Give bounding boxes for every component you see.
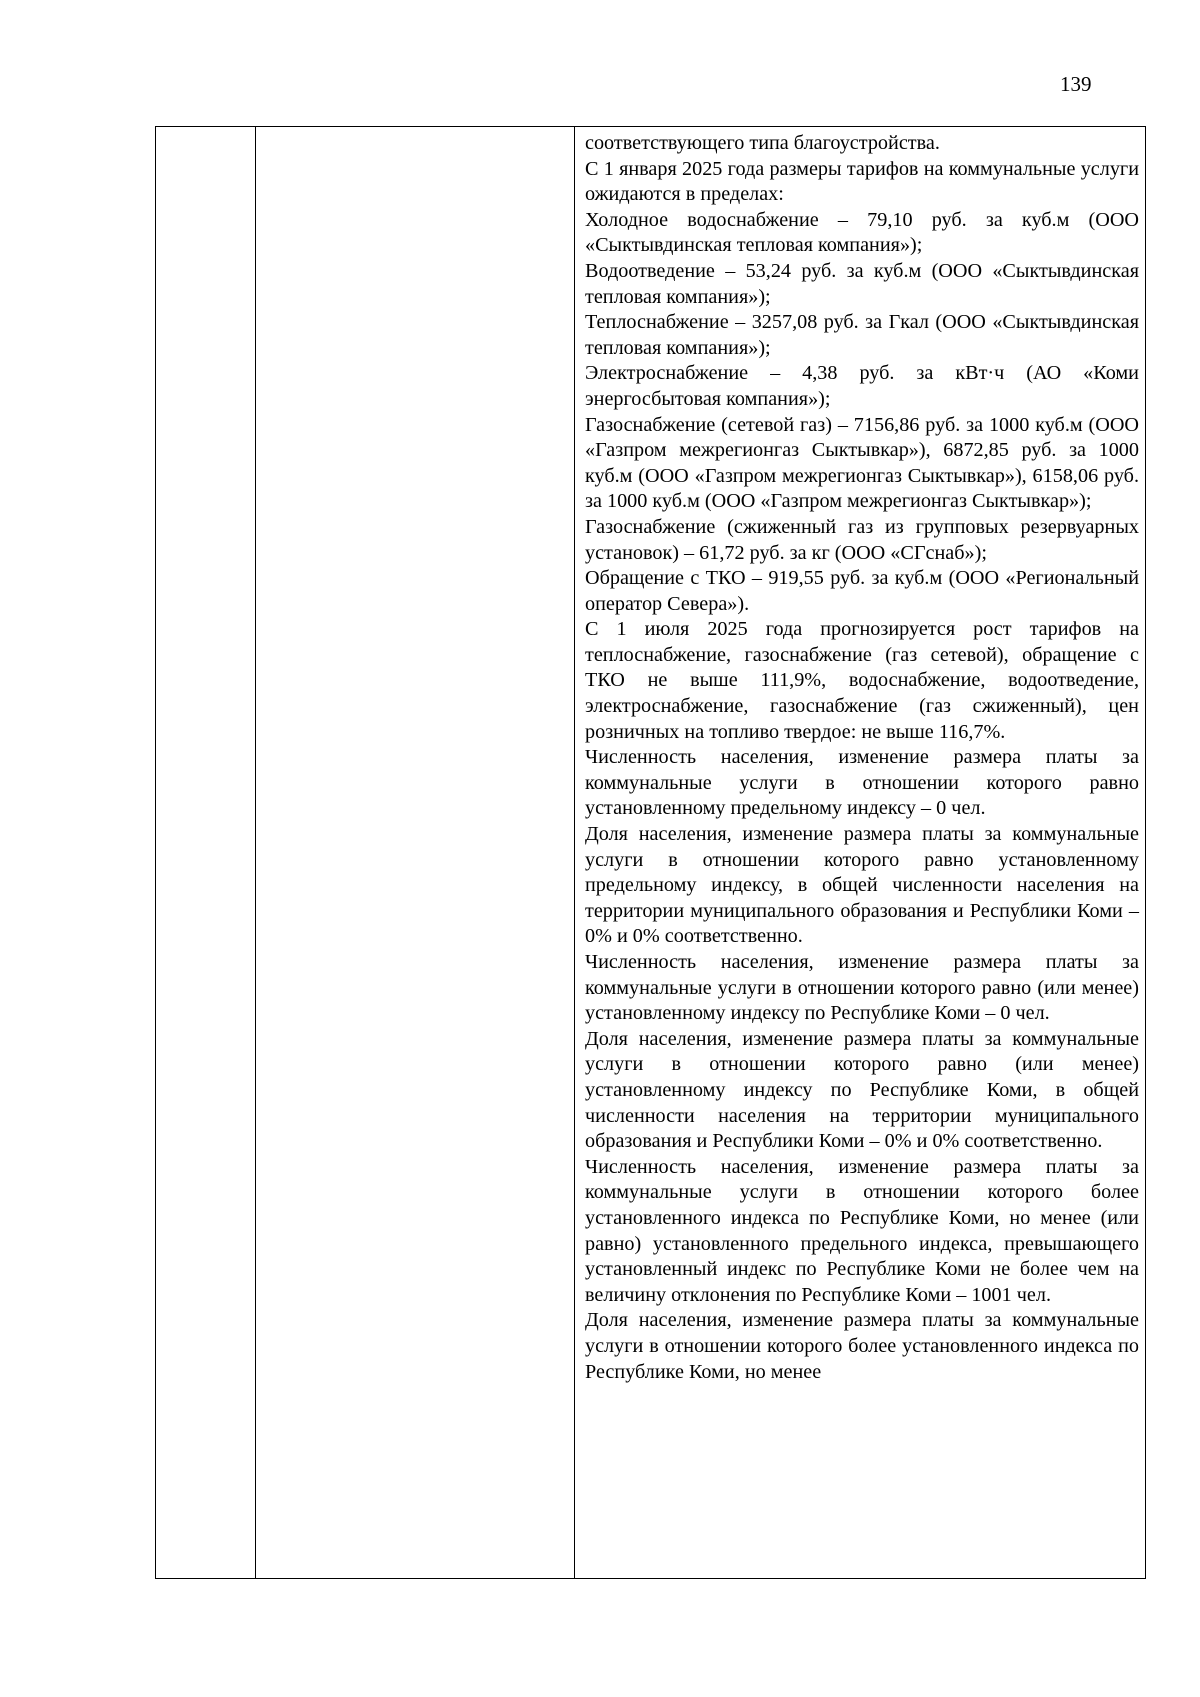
- paragraph: Холодное водоснабжение – 79,10 руб. за куб.м (ООО «Сыктывдинская тепловая компания»);: [585, 208, 1139, 257]
- document-table: [155, 126, 1146, 1579]
- paragraph: Доля населения, изменение размера платы за коммунальные услуги в отношении которого равно установленному предельному индексу, в общей численности населения на территории муниципального образования и Республики Коми – 0% и 0% соответственно.: [585, 823, 1139, 948]
- paragraph: Водоотведение – 53,24 руб. за куб.м (ООО «Сыктывдинская тепловая компания»);: [585, 259, 1139, 308]
- table-cell-column-3: [575, 127, 1146, 1579]
- paragraph: Газоснабжение (сжиженный газ из групповых резервуарных установок) – 61,72 руб. за кг (ООО «СГснаб»);: [585, 515, 1139, 564]
- table-cell-column-1: [156, 127, 256, 1579]
- paragraph: Газоснабжение (сетевой газ) – 7156,86 руб. за 1000 куб.м (ООО «Газпром межрегионгаз Сыктывкар»), 6872,85 руб. за 1000 куб.м (ООО «Газпром межрегионгаз Сыктывкар»), 6158,06 руб. за 1000 куб.м (ООО «Газпром межрегионгаз Сыктывкар»);: [585, 413, 1139, 513]
- paragraph: С 1 июля 2025 года прогнозируется рост тарифов на теплоснабжение, газоснабжение (газ сетевой), обращение с ТКО не выше 111,9%, водоснабжение, водоотведение, электроснабжение, газоснабжение (газ сжиженный), цен розничных на топливо твердое: не выше 116,7%.: [585, 618, 1139, 743]
- paragraph: Теплоснабжение – 3257,08 руб. за Гкал (ООО «Сыктывдинская тепловая компания»);: [585, 311, 1139, 359]
- paragraph: Обращение с ТКО – 919,55 руб. за куб.м (ООО «Региональный оператор Севера»).: [585, 567, 1139, 615]
- paragraph: Численность населения, изменение размера платы за коммунальные услуги в отношении которого равно (или менее) установленному индексу по Республике Коми – 0 чел.: [585, 951, 1139, 1025]
- paragraph: Доля населения, изменение размера платы за коммунальные услуги в отношении которого равно (или менее) установленному индексу по Республике Коми, в общей численности населения на территории муниципального образования и Республики Коми – 0% и 0% соответственно.: [585, 1027, 1139, 1153]
- page-number: 139: [1060, 72, 1092, 96]
- table-row: [156, 127, 1146, 1579]
- paragraph: Численность населения, изменение размера платы за коммунальные услуги в отношении которого равно установленному предельному индексу – 0 чел.: [585, 746, 1139, 820]
- paragraph: Электроснабжение – 4,38 руб. за кВт·ч (АО «Коми энергосбытовая компания»);: [585, 362, 1139, 410]
- paragraph: Численность населения, изменение размера платы за коммунальные услуги в отношении которого более установленного индекса по Республике Коми, но менее (или равно) установленного предельного индекса, превышающего установленный индекс по Республике Коми не более чем на величину отклонения по Республике Коми – 1001 чел.: [585, 1155, 1139, 1306]
- paragraph: Доля населения, изменение размера платы за коммунальные услуги в отношении которого более установленного индекса по Республике Коми, но менее: [585, 1309, 1139, 1383]
- paragraph: соответствующего типа благоустройства.: [585, 132, 940, 154]
- table-cell-column-2: [256, 127, 575, 1579]
- column-3-text-block: [575, 127, 1145, 1385]
- paragraph: С 1 января 2025 года размеры тарифов на коммунальные услуги ожидаются в пределах:: [585, 157, 1139, 206]
